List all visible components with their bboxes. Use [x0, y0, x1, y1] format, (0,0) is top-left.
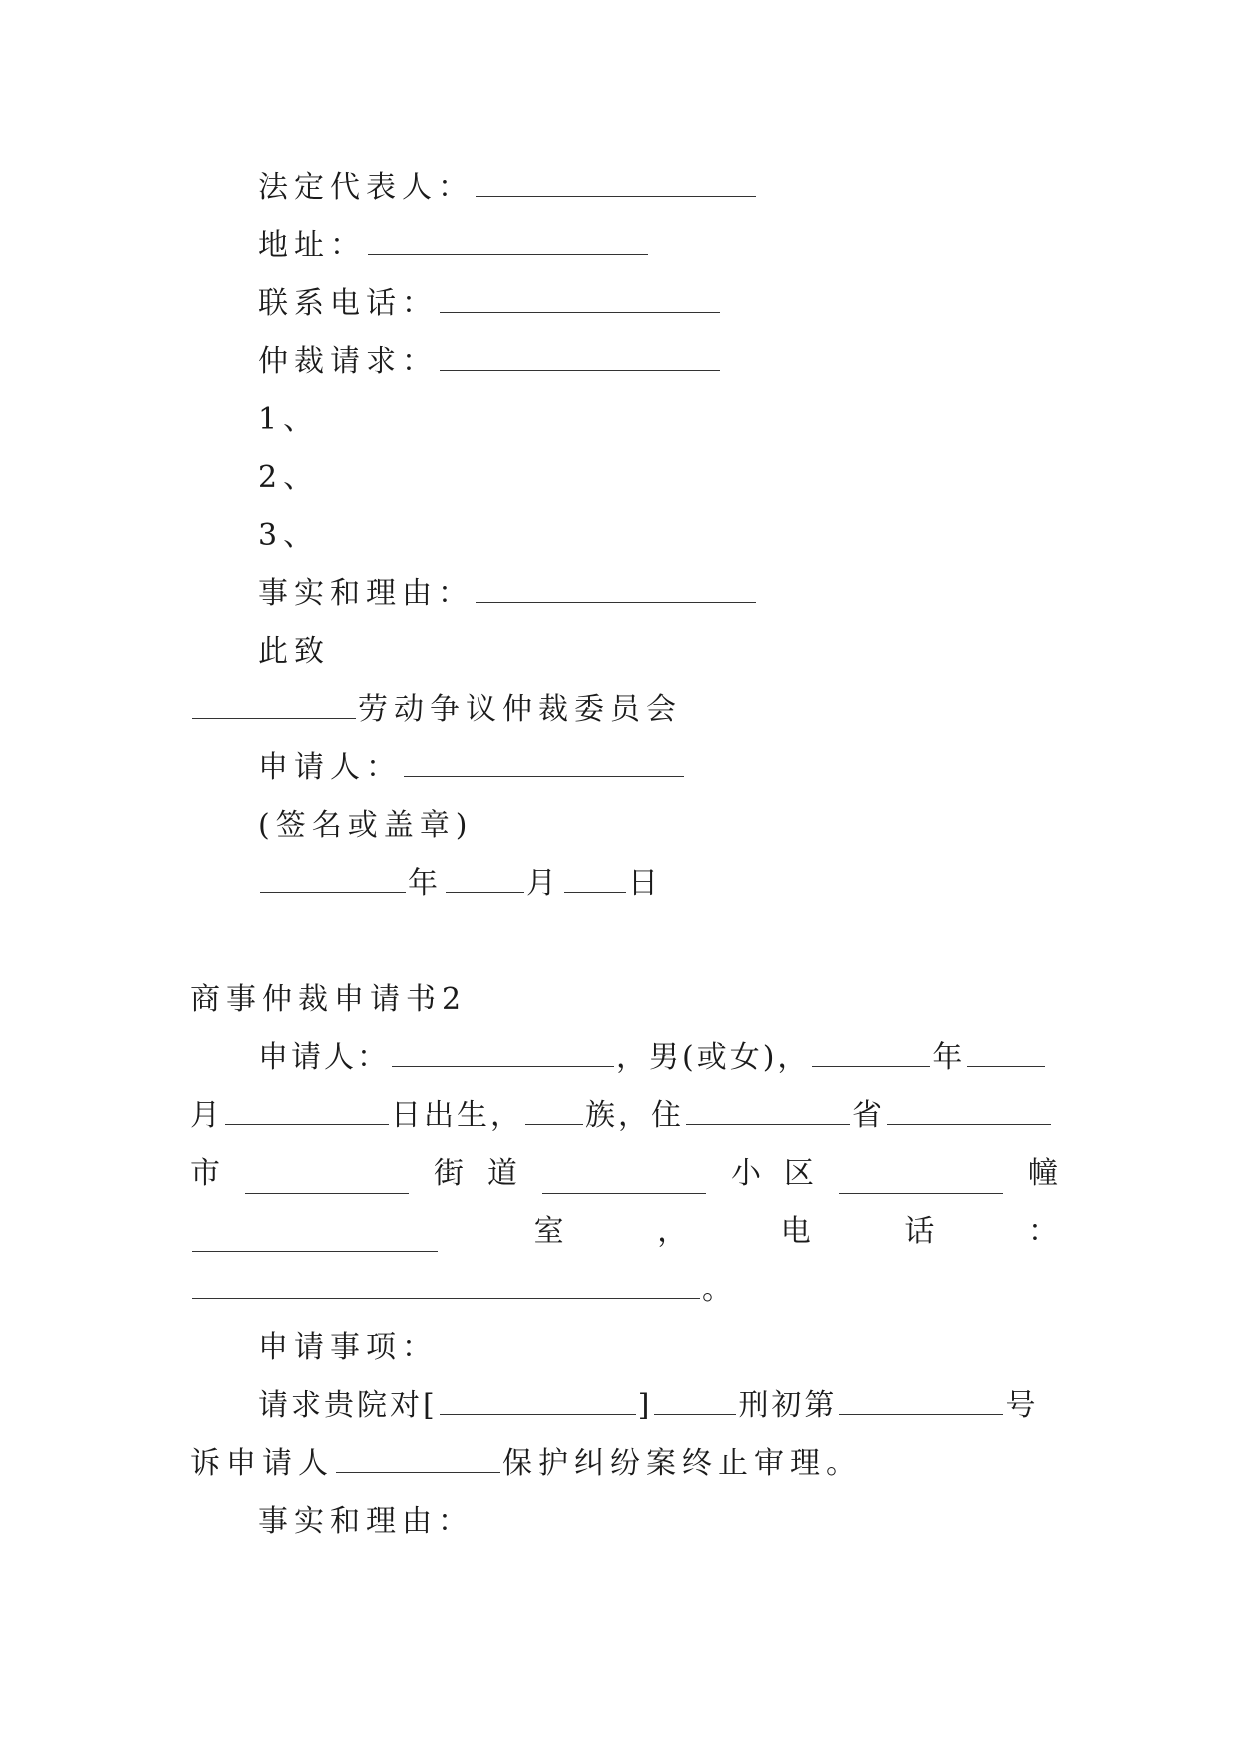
s2-hua: 话 [904, 1214, 935, 1249]
date-month: 月 [526, 866, 562, 901]
s2-phone-blank[interactable] [192, 1286, 700, 1299]
claims-line [258, 342, 722, 382]
s2-gender: ，男(或女)， [616, 1040, 811, 1075]
s2-city-blank[interactable] [887, 1112, 1051, 1125]
s2-name-blank[interactable] [392, 1054, 614, 1067]
section2-title: 商事仲裁申请书2 [190, 982, 468, 1017]
claim-item-1: 1、 [258, 402, 320, 437]
s2-applicant-line [258, 1038, 1047, 1078]
s2-request-d: 号 [1005, 1388, 1039, 1423]
committee-text: 劳动争议仲裁委员会 [358, 692, 682, 727]
address-label: 地址： [258, 228, 366, 263]
s2-province: 省 [852, 1098, 885, 1133]
committee-blank[interactable] [192, 706, 356, 719]
s2-period: 。 [702, 1272, 738, 1307]
legal-rep-line [258, 168, 758, 208]
s2-community-blank[interactable] [542, 1181, 706, 1194]
s2-matters-label: 申请事项： [258, 1330, 438, 1365]
s2-request2-line [190, 1444, 862, 1484]
respect-line: 此致 [258, 634, 330, 669]
s2-province-blank[interactable] [686, 1112, 850, 1125]
s2-day-blank[interactable] [225, 1112, 389, 1125]
facts-line [258, 574, 758, 614]
s2-birth-line [190, 1096, 1053, 1136]
s2-street-blank[interactable] [245, 1181, 409, 1194]
s2-ethnic: 族，住 [585, 1098, 684, 1133]
date-line [258, 864, 664, 904]
claim-item-2: 2、 [258, 460, 320, 495]
s2-applicant-label: 申请人： [258, 1040, 390, 1075]
s2-year-blank[interactable] [812, 1054, 930, 1067]
s2-request-a: 请求贵院对[ [258, 1388, 438, 1423]
s2-room: 室 [533, 1214, 564, 1249]
s2-room-blank[interactable] [192, 1239, 438, 1252]
applicant-label: 申请人： [258, 750, 402, 785]
facts-blank[interactable] [476, 590, 756, 603]
s2-month: 月 [190, 1098, 223, 1133]
legal-rep-blank[interactable] [476, 184, 756, 197]
s2-case-no-blank[interactable] [839, 1402, 1003, 1415]
s2-facts-label: 事实和理由： [258, 1504, 474, 1539]
facts-label: 事实和理由： [258, 576, 474, 611]
s2-month-blank-a[interactable] [967, 1054, 1045, 1067]
sign-note: (签名或盖章) [258, 808, 474, 843]
date-year: 年 [408, 866, 444, 901]
claims-label: 仲裁请求： [258, 344, 438, 379]
s2-address-line [190, 1154, 1058, 1194]
year-blank[interactable] [260, 880, 406, 893]
s2-small: 小 [731, 1156, 761, 1191]
phone-blank[interactable] [440, 300, 720, 313]
s2-street: 街 [434, 1156, 464, 1191]
s2-building-blank[interactable] [839, 1181, 1003, 1194]
applicant-blank[interactable] [404, 764, 684, 777]
phone-label: 联系电话： [258, 286, 438, 321]
s2-request2-b: 保护纠纷案终止审理。 [502, 1446, 862, 1481]
s2-request-line [258, 1386, 1038, 1426]
legal-rep-label: 法定代表人： [258, 170, 474, 205]
s2-comma: ， [657, 1214, 688, 1249]
s2-request-b: ] [637, 1388, 653, 1423]
s2-year: 年 [932, 1040, 966, 1075]
s2-road: 道 [487, 1156, 517, 1191]
s2-birth: 日出生， [391, 1098, 523, 1133]
s2-court-blank[interactable] [440, 1402, 636, 1415]
s2-ethnic-blank[interactable] [525, 1112, 583, 1125]
applicant-line [258, 748, 686, 788]
s2-district: 区 [784, 1156, 814, 1191]
committee-line [190, 690, 682, 730]
date-day: 日 [628, 866, 664, 901]
address-line [258, 226, 650, 266]
phone-line [258, 284, 722, 324]
month-blank[interactable] [446, 880, 524, 893]
s2-city: 市 [190, 1156, 220, 1191]
s2-request2-a: 诉申请人 [190, 1446, 334, 1481]
claim-item-3: 3、 [258, 518, 320, 553]
claims-blank[interactable] [440, 358, 720, 371]
s2-colon: ： [1027, 1214, 1058, 1249]
s2-phone-line [190, 1270, 738, 1310]
s2-case-year-blank[interactable] [654, 1402, 736, 1415]
day-blank[interactable] [564, 880, 626, 893]
s2-building: 幢 [1028, 1156, 1058, 1191]
s2-dispute-blank[interactable] [336, 1460, 500, 1473]
s2-room-line [190, 1212, 1058, 1252]
s2-request-c: 刑初第 [738, 1388, 838, 1423]
address-blank[interactable] [368, 242, 648, 255]
s2-dian: 电 [780, 1214, 811, 1249]
